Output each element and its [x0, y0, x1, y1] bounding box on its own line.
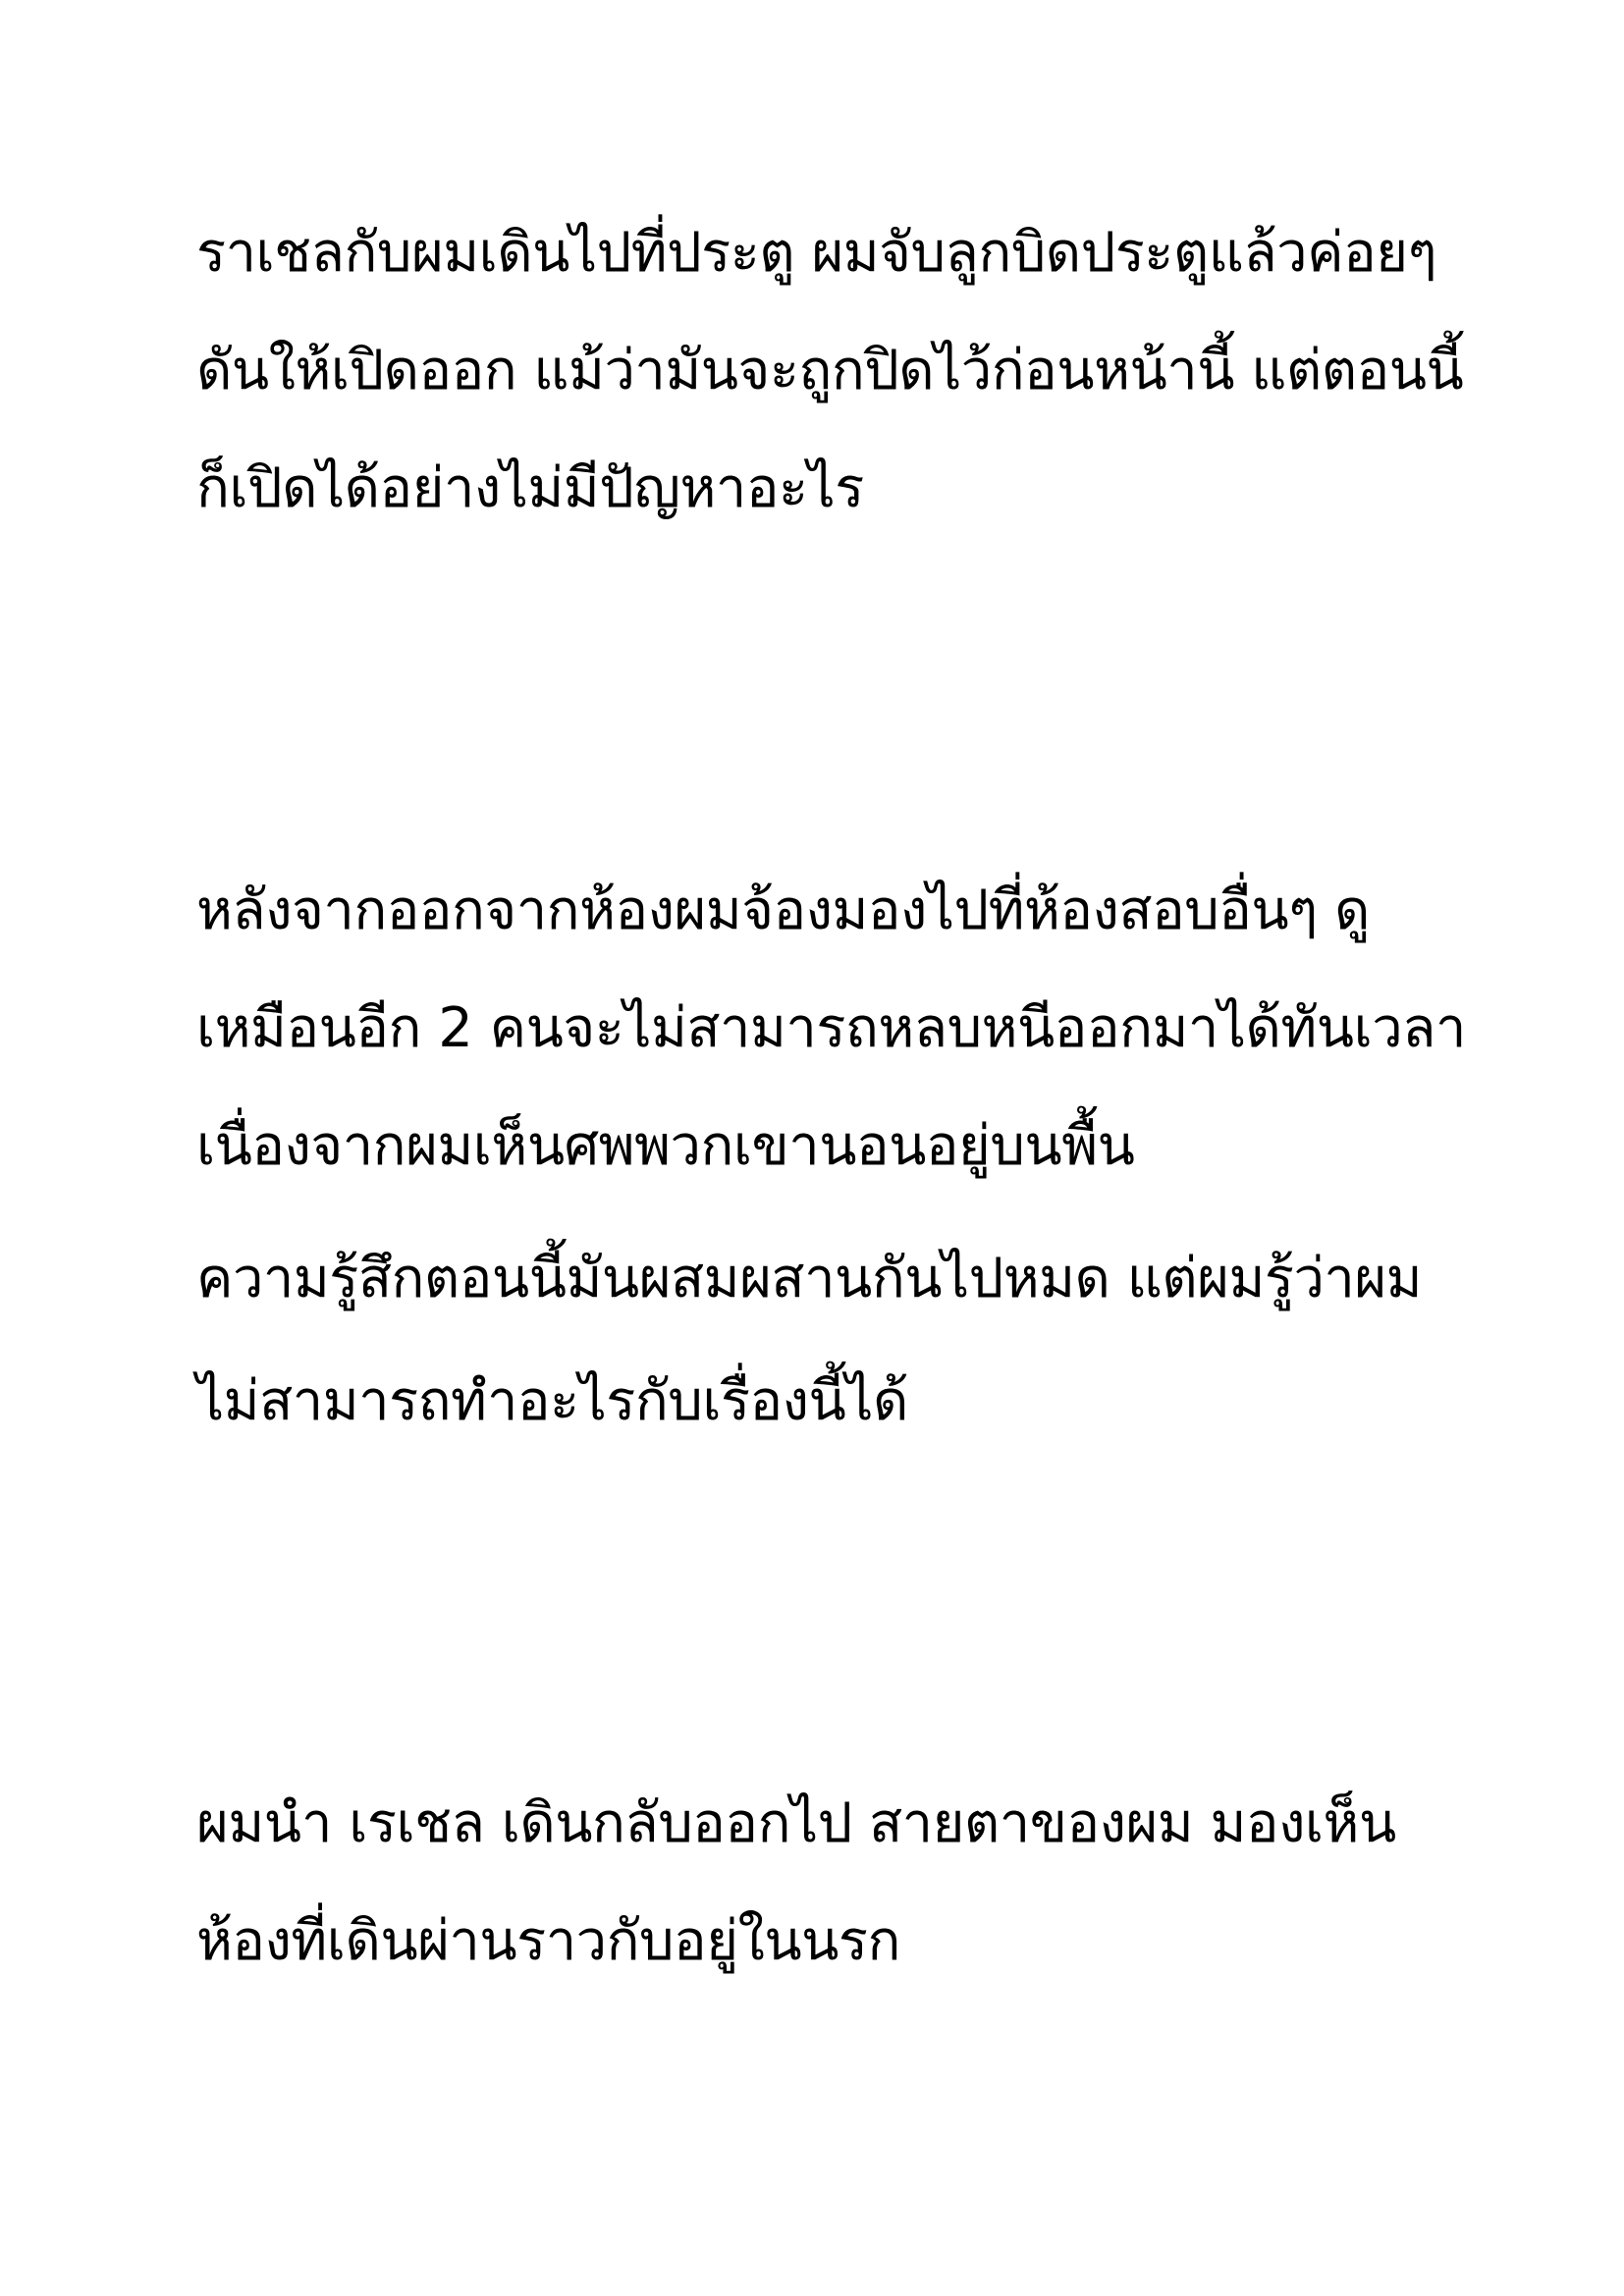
text-line: เนื่องจากผมเห็นศพพวกเขานอนอยู่บนพื้น [196, 1114, 1135, 1178]
text-line: ผมนำ เรเชล เดินกลับออกไป สายตาของผม มองเห็น [196, 1791, 1396, 1855]
text-line: ดันให้เปิดออก แม้ว่ามันจะถูกปิดไว้ก่อนหน้านี้ แต่ตอนนี้ [196, 339, 1464, 402]
text-line: ราเชลกับผมเดินไปที่ประตู ผมจับลูกบิดประตูแล้วค่อยๆ [196, 221, 1437, 285]
text-line: หลังจากออกจากห้องผมจ้องมองไปที่ห้องสอบอื่นๆ ดู [196, 879, 1370, 942]
text-line: ห้องที่เดินผ่านราวกับอยู่ในนรก [196, 1909, 900, 1973]
text-line: ไม่สามารถทำอะไรกับเรื่องนี้ได้ [196, 1369, 908, 1433]
text-line: ความรู้สึกตอนนี้มันผสมผสานกันไปหมด แต่ผมรู้ว่าผม [196, 1247, 1423, 1310]
text-line: เหมือนอีก 2 คนจะไม่สามารถหลบหนีออกมาได้ทันเวลา [196, 996, 1466, 1060]
text-line: ก็เปิดได้อย่างไม่มีปัญหาอะไร [196, 456, 864, 520]
